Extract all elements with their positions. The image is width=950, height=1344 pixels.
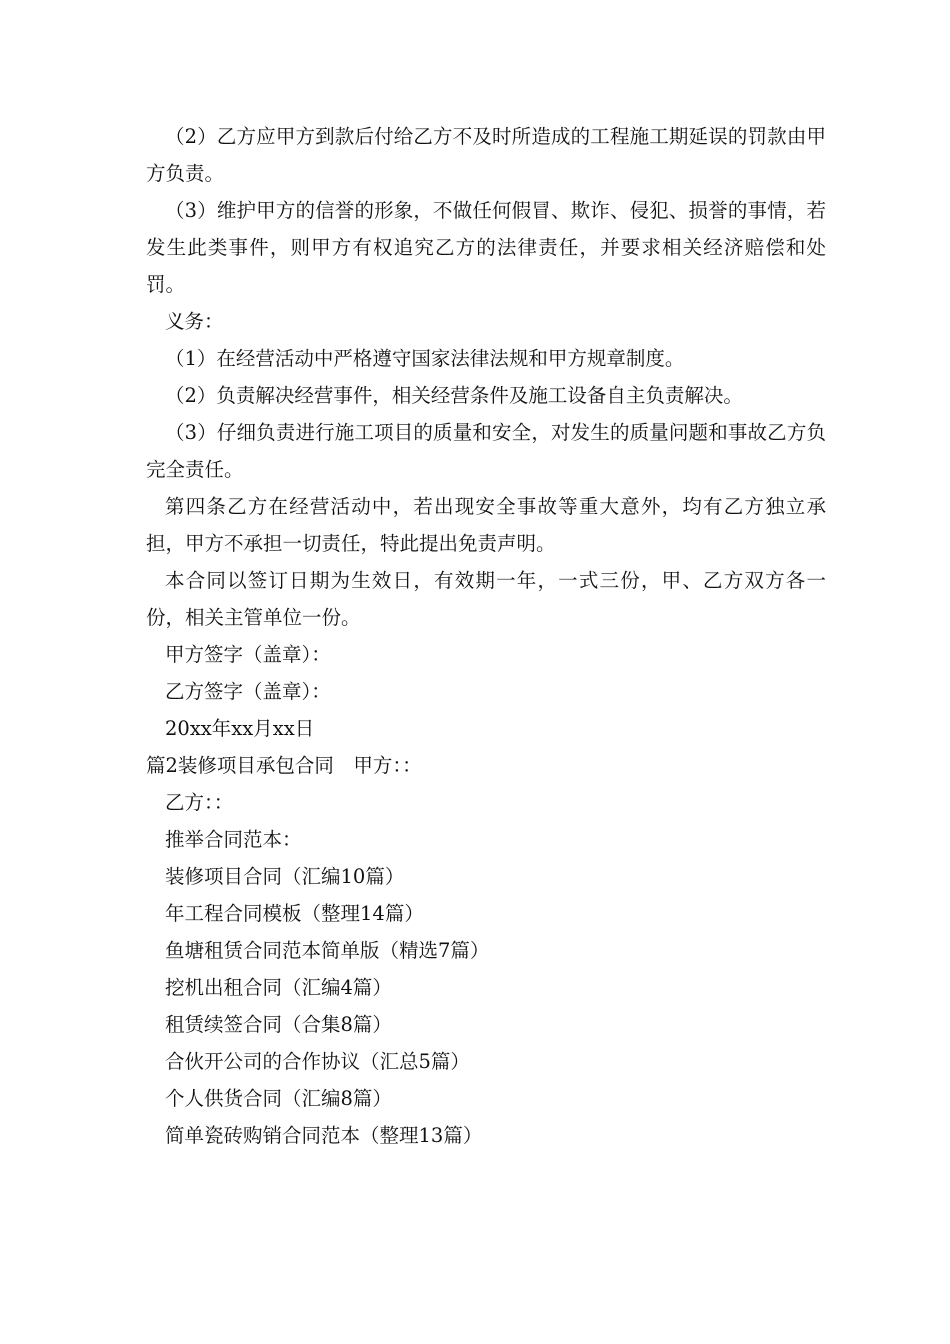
obligation-1-paragraph: （1）在经营活动中严格遵守国家法律法规和甲方规章制度。	[165, 347, 685, 370]
recommended-link[interactable]: 年工程合同模板（整理14篇）	[165, 902, 424, 925]
section-heading: 篇2装修项目承包合同 甲方：：	[146, 754, 422, 777]
article-4-paragraph: 第四条乙方在经营活动中，若出现安全事故等重大意外，均有乙方独立承担，甲方不承担一切责任，特此提出免责声明。	[146, 495, 826, 555]
party-b-signature: 乙方签字（盖章）：	[165, 680, 331, 703]
recommended-link[interactable]: 个人供货合同（汇编8篇）	[165, 1087, 392, 1110]
document-body	[146, 118, 826, 1154]
recommended-link[interactable]: 挖机出租合同（汇编4篇）	[165, 976, 392, 999]
obligation-3-paragraph: （3）仔细负责进行施工项目的质量和安全，对发生的质量问题和事故乙方负完全责任。	[146, 421, 826, 481]
recommended-link[interactable]: 鱼塘租赁合同范本简单版（精选7篇）	[165, 939, 490, 962]
recommended-link[interactable]: 装修项目合同（汇编10篇）	[165, 865, 405, 888]
recommended-link[interactable]: 简单瓷砖购销合同范本（整理13篇）	[165, 1124, 483, 1147]
recommend-label: 推举合同范本：	[165, 828, 302, 851]
signing-date: 20xx年xx月xx日	[165, 717, 315, 740]
obligation-2-paragraph: （2）负责解决经营事件，相关经营条件及施工设备自主负责解决。	[165, 384, 743, 407]
recommended-link[interactable]: 租赁续签合同（合集8篇）	[165, 1013, 392, 1036]
clause-2-paragraph: （2）乙方应甲方到款后付给乙方不及时所造成的工程施工期延误的罚款由甲方负责。	[146, 125, 826, 185]
clause-3-paragraph: （3）维护甲方的信誉的形象，不做任何假冒、欺诈、侵犯、损誉的事情，若发生此类事件，则甲方有权追究乙方的法律责任，并要求相关经济赔偿和处罚。	[146, 199, 826, 296]
party-b-line: 乙方：：	[165, 791, 234, 814]
recommended-link[interactable]: 合伙开公司的合作协议（汇总5篇）	[165, 1050, 470, 1073]
party-a-signature: 甲方签字（盖章）：	[165, 643, 331, 666]
validity-paragraph: 本合同以签订日期为生效日，有效期一年，一式三份，甲、乙方双方各一份，相关主管单位一份。	[146, 569, 826, 629]
obligations-heading: 义务：	[165, 310, 224, 333]
